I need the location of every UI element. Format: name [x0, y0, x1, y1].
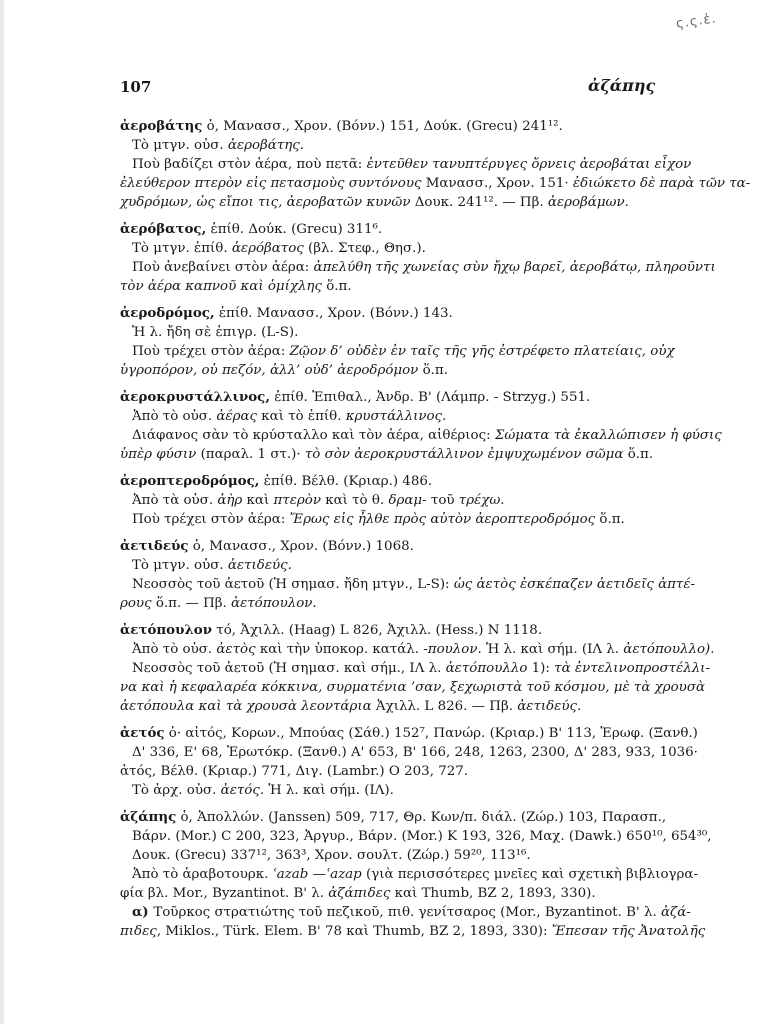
entry-headline — [120, 808, 667, 827]
italic-citation: κρυστάλλινος. — [345, 409, 447, 424]
italic-citation: ὡς ἀετὸς ἐσκέπαζεν ἀετιδεῖς ἀπτέ- — [453, 577, 696, 592]
page-number: 107 — [120, 78, 152, 96]
entry-headline — [120, 388, 650, 407]
italic-citation: ἀετὸς — [216, 642, 256, 657]
italic-citation: ἀετόπουλλο). — [623, 642, 715, 657]
text-segment: Ἡ λ. ἤδη σὲ ἐπιγρ. (L-S). — [132, 325, 299, 340]
text-segment: καὶ τὸ θ. — [320, 493, 389, 508]
headword: ἀετιδεύς — [120, 538, 189, 554]
text-segment: Miklos., Türk. Elem. Β' 78 καὶ Thumb, BZ 2, 1893, 330): — [161, 924, 552, 939]
italic-citation: Ἔρως εἰς ἦλθε πρὸς αὐτὸν ἀεροπτεροδρόμος — [289, 512, 596, 527]
italic-citation: ἀετόπουλον. — [231, 596, 317, 611]
italic-citation: να καὶ ἡ κεφαλαρέα κόκκινα, συρματένια ’σαν, ξεχωριστὰ τοῦ κόσμου, μὲ τὰ χρουσὰ — [120, 680, 706, 695]
italic-citation: τὸν ἀέρα καπνοῦ καὶ ὁμίχλης — [120, 279, 322, 294]
text-segment: 1): — [527, 661, 555, 676]
entry-line — [120, 659, 710, 678]
entry-line — [120, 136, 650, 155]
italic-citation: ʿazab —ʿazap — [272, 867, 362, 882]
text-segment: ὁ, Μανασσ., Χρον. (Βόνν.) 1068. — [188, 539, 414, 554]
text-segment: ὅ.π. — [418, 363, 448, 378]
italic-citation: ἀετόπουλα καὶ τὰ χρουσὰ λεοντάρια — [120, 699, 372, 714]
text-segment: Βάρν. (Mor.) C 200, 323, Ἀργυρ., Βάρν. (Mor.) Κ 193, 326, Μαχ. (Dawk.) 650¹⁰, 654³⁰, — [132, 829, 712, 844]
text-segment: καὶ Thumb, BZ 2, 1893, 330). — [390, 886, 596, 901]
dictionary-entry — [120, 304, 675, 380]
text-segment: ἐπίθ. Μανασσ., Χρον. (Βόνν.) 143. — [214, 306, 453, 321]
text-segment: καὶ τὸ ἐπίθ. — [257, 409, 346, 424]
text-segment: Δουκ. 241¹². — Πβ. — [410, 195, 548, 210]
text-segment: Ἀχιλλ. L 826. — Πβ. — [371, 699, 518, 714]
italic-citation: ἐλεύθερον πτερὸν εἰς πετασμοὺς συντόνους — [120, 176, 422, 191]
dictionary-entry — [120, 220, 716, 296]
italic-citation: ὑπὲρ φύσιν — [120, 447, 197, 462]
text-segment: Διάφανος σὰν τὸ κρύσταλλο καὶ τὸν ἀέρα, αἰθέριος: — [132, 428, 495, 443]
entry-line — [120, 193, 650, 212]
text-segment: καὶ — [242, 493, 274, 508]
entry-line — [120, 342, 675, 361]
italic-citation: ἀζάπιδες — [328, 886, 391, 901]
italic-citation: ἀὴρ — [217, 493, 243, 508]
text-segment: Ποὺ ἀνεβαίνει στὸν ἀέρα: — [132, 260, 314, 275]
headword: ἀζάπης — [120, 809, 177, 825]
text-segment: ὁ· αἰτός, Κορων., Μπούας (Σάθ.) 152⁷, Πανώρ. (Κριαρ.) Β' 113, Ἐρωφ. (Ξανθ.) — [164, 726, 698, 741]
italic-citation: ἀετόπουλλο — [445, 661, 528, 676]
dictionary-entry — [120, 621, 715, 716]
text-segment: Τὸ μτγν. οὐσ. — [132, 138, 228, 153]
entry-line — [120, 239, 650, 258]
text-segment: Ποὺ τρέχει στὸν ἀέρα: — [132, 512, 290, 527]
text-segment: καὶ τὴν ὑποκορ. κατάλ. — [255, 642, 424, 657]
entry-line — [120, 865, 698, 884]
headword: ἀεροβάτης — [120, 118, 203, 134]
text-segment: ὁ, Μανασσ., Χρον. (Βόνν.) 151, Δούκ. (Grecu) 241¹². — [202, 119, 563, 134]
italic-citation: ὑγροπόρον, οὐ πεζόν, ἀλλ’ οὐδ’ ἀεροδρόμον — [120, 363, 419, 378]
text-segment: ὅ.π. — Πβ. — [151, 596, 232, 611]
text-segment: Δ' 336, Ε' 68, Ἐρωτόκρ. (Ξανθ.) Α' 653, Β' 166, 248, 1263, 2300, Δ' 283, 933, 1036· — [132, 745, 698, 760]
dictionary-entry — [120, 537, 696, 613]
entry-line — [120, 640, 715, 659]
italic-citation: τὸ σὸν ἀεροκρυστάλλινον ἐμψυχωμένον σῶμα — [304, 447, 624, 462]
text-segment: Ποὺ βαδίζει στὸν ἀέρα, ποὺ πετᾶ: — [132, 157, 367, 172]
entry-line — [120, 884, 650, 903]
italic-citation: ἐντεῦθεν τανυπτέρυγες ὄρνεις ἀεροβάται εἶχον — [366, 157, 692, 172]
italic-citation: ρους — [120, 596, 152, 611]
text-segment: τοῦ — [426, 493, 459, 508]
text-segment: Δουκ. (Grecu) 337¹², 363³, Χρον. σουλτ. (Ζώρ.) 59²⁰, 113¹⁶. — [132, 848, 531, 863]
italic-citation: ἀετιδεύς. — [517, 699, 582, 714]
entry-line — [120, 762, 650, 781]
italic-citation: ἀεροβάτης. — [227, 138, 305, 153]
headword: ἀερόβατος, — [120, 221, 207, 237]
text-segment: Τὸ μτγν. οὐσ. — [132, 558, 228, 573]
entry-line — [120, 361, 650, 380]
text-segment: (γιὰ περισσότερες μνεῖες καὶ σχετικὴ βιβλιογρα- — [361, 867, 698, 882]
text-segment: Ἀπὸ τὸ ἀραβοτουρκ. — [132, 867, 273, 882]
headword: ἀετός — [120, 725, 165, 741]
text-segment: ἐπίθ. Βέλθ. (Κριαρ.) 486. — [259, 474, 433, 489]
text-segment: Ἀπὸ τὸ οὐσ. — [132, 409, 217, 424]
italic-citation: Ζῷον δ’ οὐδὲν ἐν ταῖς τῆς γῆς ἐστρέφετο πλατείαις, οὐχ — [289, 344, 675, 359]
headword: ἀεροπτεροδρόμος, — [120, 473, 260, 489]
text-segment: ὅ.π. — [321, 279, 352, 294]
text-segment: Ἀπὸ τὰ οὐσ. — [132, 493, 218, 508]
entry-line — [120, 174, 751, 193]
italic-citation: ἀπελύθη τῆς χωνείας σὺν ἤχῳ βαρεῖ, ἀεροβάτῳ, πληροῦντι — [313, 260, 716, 275]
italic-citation: χυδρόμων, ὡς εἴποι τις, ἀεροβατῶν κυνῶν — [120, 195, 411, 210]
italic-citation: τὰ ἐντελινοπροστέλλι- — [554, 661, 710, 676]
entry-line — [120, 155, 692, 174]
entry-line — [120, 678, 706, 697]
entry-line — [120, 445, 654, 464]
text-segment: Ἡ λ. καὶ σήμ. (ΙΛ). — [264, 783, 394, 798]
dictionary-entry — [120, 117, 751, 212]
text-segment: Ποὺ τρέχει στὸν ἀέρα: — [132, 344, 290, 359]
headword: α) — [132, 904, 154, 920]
text-segment: ὅ.π. — [595, 512, 625, 527]
entry-line — [120, 575, 696, 594]
text-segment: Ἀπὸ τὸ οὐσ. — [132, 642, 217, 657]
entry-headline — [120, 537, 650, 556]
italic-citation: ἀερόβατος — [231, 241, 304, 256]
text-segment: (βλ. Στεφ., Θησ.). — [303, 241, 426, 256]
entry-line — [120, 491, 650, 510]
italic-citation: Ἔπεσαν τῆς Ἀνατολῆς — [551, 924, 706, 939]
italic-citation: ἐδιώκετο δὲ παρὰ τῶν τα- — [572, 176, 751, 191]
entry-headline — [120, 621, 650, 640]
entry-line — [120, 258, 716, 277]
text-segment: Τὸ μτγν. ἐπίθ. — [132, 241, 232, 256]
text-segment: ὁ, Ἀπολλών. (Janssen) 509, 717, Θρ. Κων/π. διάλ. (Ζώρ.) 103, Παρασπ., — [176, 810, 667, 825]
italic-citation: Σώματα τὰ ἐκαλλώπισεν ἡ φύσις — [494, 428, 722, 443]
italic-citation: τρέχω. — [458, 493, 505, 508]
entry-line — [120, 407, 650, 426]
running-head: ἀζάπης — [588, 76, 656, 95]
headword: ἀεροκρυστάλλινος, — [120, 389, 270, 405]
text-segment: Τὸ ἀρχ. οὐσ. — [132, 783, 221, 798]
text-segment: ὅ.π. — [623, 447, 654, 462]
text-segment: Ἡ λ. καὶ σήμ. (ΙΛ λ. — [481, 642, 624, 657]
italic-citation: πτερὸν — [273, 493, 321, 508]
entry-line — [120, 697, 650, 716]
text-segment: Τοῦρκος στρατιώτης τοῦ πεζικοῦ, πιθ. γενίτσαρος (Mor., Byzantinot. Β' λ. — [153, 905, 661, 920]
dictionary-entry — [120, 724, 698, 800]
entry-line — [120, 426, 722, 445]
entry-line — [120, 277, 650, 296]
entry-line — [120, 510, 650, 529]
text-segment: Νεοσσὸς τοῦ ἀετοῦ (Ἡ σημασ. καὶ σήμ., ΙΛ λ. — [132, 661, 446, 676]
italic-citation: ἀετός. — [220, 783, 265, 798]
entry-line — [120, 846, 650, 865]
entry-headline — [120, 304, 650, 323]
text-segment: (παραλ. 1 στ.)· — [196, 447, 305, 462]
entry-headline — [120, 472, 650, 491]
text-segment: ἐπίθ. Δούκ. (Grecu) 311⁶. — [206, 222, 383, 237]
entry-line — [120, 781, 650, 800]
entry-line — [120, 556, 650, 575]
italic-citation: ἀέρας — [216, 409, 258, 424]
dictionary-entry — [120, 472, 650, 529]
dictionary-body — [120, 117, 751, 949]
entry-line — [120, 827, 712, 846]
italic-citation: ἀζά- — [660, 905, 691, 920]
entry-line — [120, 323, 650, 342]
text-segment: τό, Ἀχιλλ. (Haag) L 826, Ἀχιλλ. (Hess.) N 1118. — [212, 623, 543, 638]
italic-citation: ἀεροβάμων. — [547, 195, 629, 210]
dictionary-entry — [120, 808, 712, 941]
entry-headline — [120, 117, 650, 136]
entry-line — [120, 922, 706, 941]
headword: ἀεροδρόμος, — [120, 305, 215, 321]
headword: ἀετόπουλον — [120, 622, 213, 638]
italic-citation: δραμ- — [388, 493, 427, 508]
entry-line — [120, 594, 650, 613]
text-segment: ἐπίθ. Ἐπιθαλ., Ἀνδρ. Β' (Λάμπρ. - Strzyg.) 551. — [270, 390, 591, 405]
handwritten-corner-mark: ς.ς.ἐ. — [675, 11, 718, 32]
entry-headline — [120, 220, 650, 239]
text-segment: Νεοσσὸς τοῦ ἀετοῦ (Ἡ σημασ. ἤδη μτγν., L-S): — [132, 577, 454, 592]
scan-edge — [0, 0, 4, 1024]
entry-line — [120, 903, 691, 922]
italic-citation: ἀετιδεύς. — [227, 558, 292, 573]
entry-headline — [120, 724, 698, 743]
text-segment: φία βλ. Mor., Byzantinot. Β' λ. — [120, 886, 329, 901]
dictionary-entry — [120, 388, 722, 464]
text-segment: Μανασσ., Χρον. 151· — [421, 176, 573, 191]
text-segment: ἀτός, Βέλθ. (Κριαρ.) 771, Διγ. (Lambr.) Ο 203, 727. — [120, 764, 469, 779]
entry-line — [120, 743, 698, 762]
italic-citation: -πουλον. — [423, 642, 482, 657]
italic-citation: πιδες, — [120, 924, 162, 939]
